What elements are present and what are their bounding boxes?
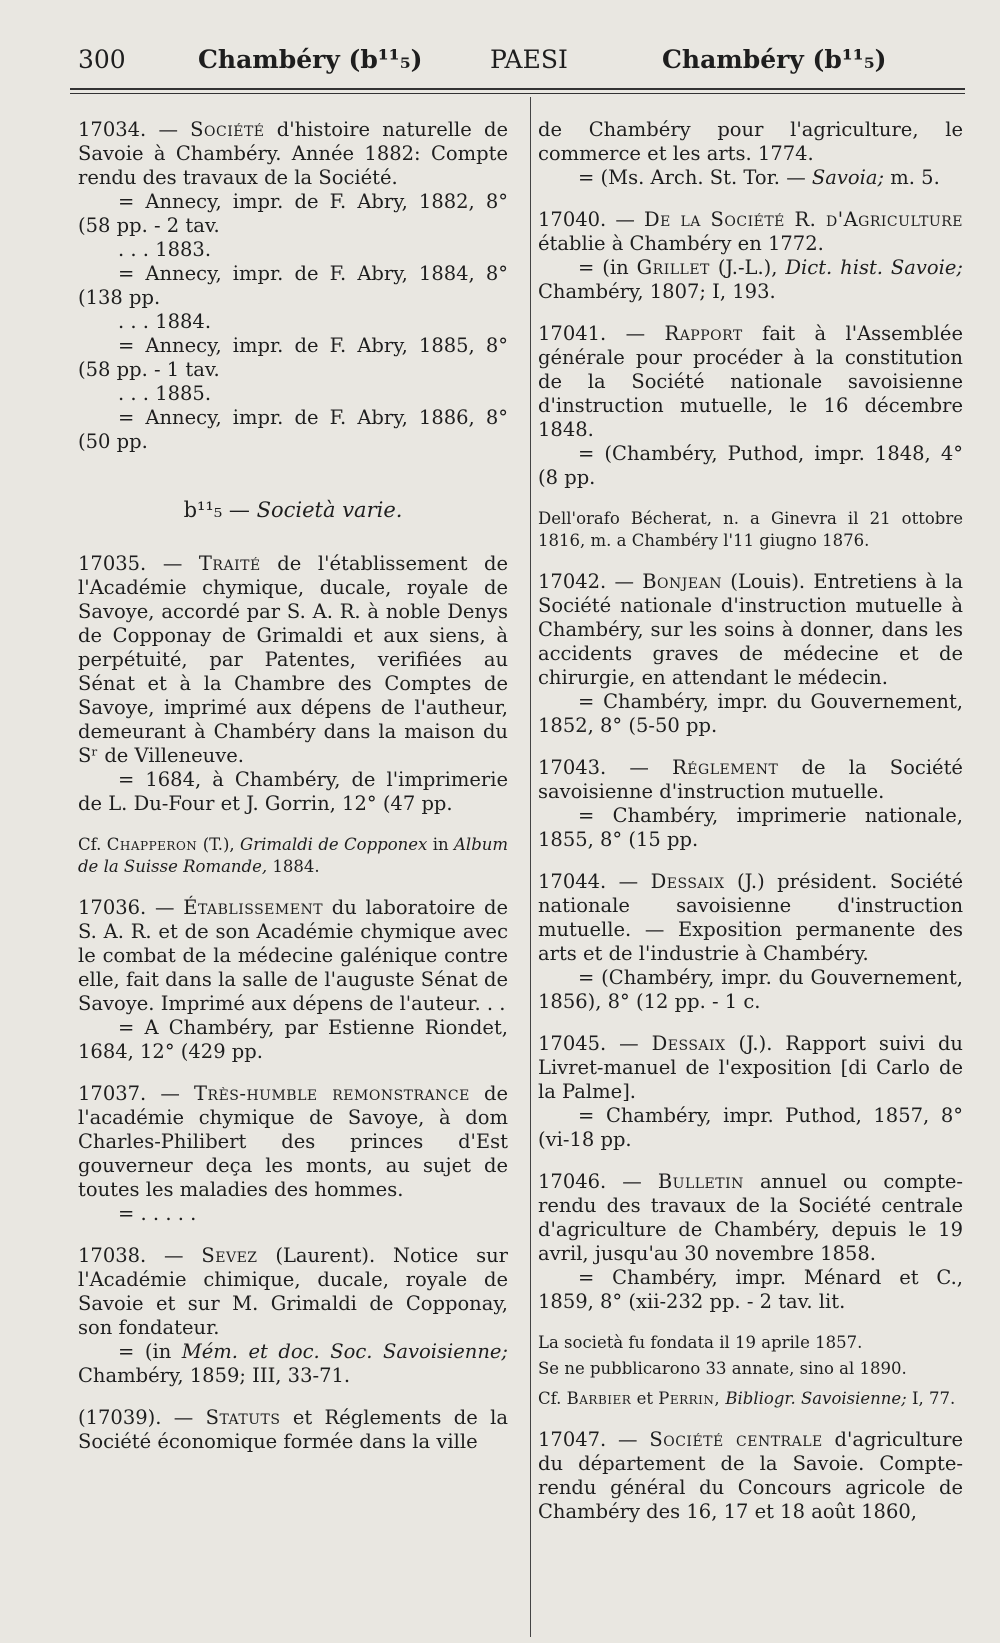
entry-heading: Établissement	[183, 896, 324, 919]
entry-text: de la Société savoisienne d'instruction mutuelle.	[538, 756, 963, 803]
imprint-text: = (in	[578, 256, 629, 279]
entry-text: (Louis). Entretiens à la Société nationale d'instruction mutuelle à Chambéry, sur les soins à donner, dans les accidents graves de médecine et de chirurgie, en attendant le médecin.	[538, 570, 963, 689]
entry-number: 17035. —	[78, 552, 183, 575]
right-column	[538, 118, 963, 1542]
entry-heading: Traité	[198, 552, 261, 575]
entry-text: d'histoire naturelle de Savoie à Chambéry. Année 1882: Compte rendu des travaux de la Société.	[78, 118, 508, 189]
running-title-right: Chambéry (b¹¹₅)	[662, 45, 887, 74]
volume-year: . . . 1883.	[118, 238, 212, 261]
entry-number: 17042. —	[538, 570, 634, 593]
note-author: Perrin,	[658, 1389, 721, 1408]
imprint: = Chambéry, impr. du Gouvernement, 1852, 8° (5-50 pp.	[538, 690, 963, 737]
note-text: in	[432, 835, 449, 854]
entry-heading: Réglement	[672, 756, 779, 779]
entry-17038	[78, 1244, 508, 1388]
bibliographic-note	[78, 834, 508, 878]
section-code: b¹¹₅ —	[183, 498, 250, 522]
section-title: Società varie.	[256, 498, 403, 522]
imprint: = 1684, à Chambéry, de l'imprimerie de L. Du-Four et J. Gorrin, 12° (47 pp.	[78, 768, 508, 815]
entry-number: 17046. —	[538, 1170, 642, 1193]
imprint: = Annecy, impr. de F. Abry, 1885, 8° (58 pp. - 1 tav.	[78, 334, 508, 381]
imprint: = Annecy, impr. de F. Abry, 1882, 8° (58 pp. - 2 tav.	[78, 190, 508, 237]
entry-number: (17039). —	[78, 1406, 194, 1429]
entry-17037	[78, 1082, 508, 1226]
entry-heading: Dessaix	[650, 870, 725, 893]
entry-heading: De la Société R. d'Agriculture	[644, 208, 963, 231]
bibliographic-note: La società fu fondata il 19 aprile 1857.	[538, 1333, 863, 1352]
note-text: et	[636, 1389, 653, 1408]
imprint	[538, 256, 963, 304]
imprint-title: Dict. hist. Savoie;	[785, 256, 963, 279]
imprint	[538, 166, 963, 190]
entry-number: 17034. —	[78, 118, 178, 141]
entry-17035	[78, 552, 508, 816]
imprint-text: = (Ms. Arch. St. Tor. —	[578, 166, 806, 189]
imprint-text: Chambéry, 1859; III, 33-71.	[78, 1364, 351, 1387]
entry-heading: Bonjean	[642, 570, 722, 593]
imprint: = . . . . .	[118, 1202, 197, 1225]
imprint	[78, 1340, 508, 1388]
note-author: Chapperon	[106, 835, 198, 854]
entry-17036	[78, 896, 508, 1064]
entry-text: de l'académie chymique de Savoye, à dom Charles-Philibert des princes d'Est gouverneur deça les monts, au sujet de toutes les maladies des hommes.	[78, 1082, 508, 1201]
entry-number: 17047. —	[538, 1428, 638, 1451]
entry-heading: Dessaix	[651, 1032, 726, 1055]
note-text: (T.),	[202, 835, 235, 854]
imprint: = Chambéry, impr. Ménard et C., 1859, 8° (xii-232 pp. - 2 tav. lit.	[538, 1266, 963, 1313]
entry-number: 17036. —	[78, 896, 175, 919]
imprint: = (Chambéry, Puthod, impr. 1848, 4° (8 pp.	[538, 442, 963, 489]
entry-text: et Réglements de la Société économique formée dans la ville	[78, 1406, 508, 1453]
entry-17040	[538, 208, 963, 304]
entry-heading: Sevez	[201, 1244, 258, 1267]
entry-heading: Très-humble remonstrance	[194, 1082, 470, 1105]
entry-number: 17040. —	[538, 208, 635, 231]
entry-number: 17041. —	[538, 322, 646, 345]
imprint: = Chambéry, imprimerie nationale, 1855, 8° (15 pp.	[538, 804, 963, 851]
note-title: Grimaldi de Copponex	[240, 835, 428, 854]
entry-number: 17044. —	[538, 870, 639, 893]
entry-text: de Chambéry pour l'agriculture, le commerce et les arts. 1774.	[538, 118, 963, 165]
entry-17041	[538, 322, 963, 490]
entry-text: établie à Chambéry en 1772.	[538, 232, 824, 255]
running-title-left: Chambéry (b¹¹₅)	[198, 45, 423, 74]
running-title-center: PAESI	[490, 45, 568, 74]
imprint: = Annecy, impr. de F. Abry, 1884, 8° (138 pp.	[78, 262, 508, 309]
entry-text: (J.). Rapport suivi du Livret-manuel de l'exposition [di Carlo de la Palme].	[538, 1032, 963, 1103]
note-text: Cf.	[78, 835, 102, 854]
header-rule-thin	[70, 93, 965, 94]
entry-17039	[78, 1406, 508, 1454]
note-text: 1884.	[272, 857, 320, 876]
entry-heading: Rapport	[664, 322, 743, 345]
imprint-text: (J.-L.),	[717, 256, 778, 279]
entry-heading: Statuts	[205, 1406, 281, 1429]
entry-number: 17038. —	[78, 1244, 184, 1267]
page-number: 300	[78, 45, 126, 74]
note-text: I, 77.	[912, 1389, 956, 1408]
entry-heading: Bulletin	[657, 1170, 744, 1193]
entry-17046	[538, 1170, 963, 1314]
entry-number: 17043. —	[538, 756, 649, 779]
imprint: = (Chambéry, impr. du Gouvernement, 1856), 8° (12 pp. - 1 c.	[538, 966, 963, 1013]
entry-text: (J.) président. Société nationale savoisienne d'instruction mutuelle. — Exposition permanente des arts et de l'industrie à Chambéry.	[538, 870, 963, 965]
imprint-source: Savoia;	[811, 166, 885, 189]
imprint: = Chambéry, impr. Puthod, 1857, 8° (vi-18 pp.	[538, 1104, 963, 1151]
column-divider	[530, 97, 531, 1637]
volume-year: . . . 1885.	[118, 382, 212, 405]
entry-17034	[78, 118, 508, 454]
note-title: Bibliogr. Savoisienne;	[725, 1389, 907, 1408]
note-text: Cf.	[538, 1389, 562, 1408]
header-rule	[70, 88, 965, 90]
note-author: Barbier	[566, 1389, 632, 1408]
imprint: = Annecy, impr. de F. Abry, 1886, 8° (50 pp.	[78, 406, 508, 453]
entry-17045	[538, 1032, 963, 1152]
entry-text: fait à l'Assemblée générale pour procéder à la constitution de la Société nationale savoisienne d'instruction mutuelle, le 16 décembre 1848.	[538, 322, 963, 441]
entry-text: (Laurent). Notice sur l'Académie chimique, ducale, royale de Savoie et sur M. Grimaldi de Copponay, son fondateur.	[78, 1244, 509, 1339]
entry-text: annuel ou compte-rendu des travaux de la Société centrale d'agriculture de Chambéry, depuis le 19 avril, jusqu'au 30 novembre 1858.	[538, 1170, 963, 1265]
entry-17042	[538, 570, 963, 738]
imprint-journal: Mém. et doc. Soc. Savoisienne;	[181, 1340, 508, 1363]
imprint-text: Chambéry, 1807; I, 193.	[538, 280, 776, 303]
imprint-text: = (in	[118, 1340, 172, 1363]
entry-17044	[538, 870, 963, 1014]
entry-number: 17037. —	[78, 1082, 180, 1105]
entry-text: d'agriculture du département de la Savoie. Compte-rendu général du Concours agricole de Chambéry des 16, 17 et 18 août 1860,	[538, 1428, 964, 1523]
bibliographic-note: Se ne pubblicarono 33 annate, sino al 1890.	[538, 1359, 907, 1378]
bibliographic-note: Dell'orafo Bécherat, n. a Ginevra il 21 ottobre 1816, m. a Chambéry l'11 giugno 1876.	[538, 509, 963, 550]
note-title: Album de la Suisse Romande,	[78, 835, 509, 876]
imprint-text: m. 5.	[890, 166, 940, 189]
entry-17047	[538, 1428, 963, 1524]
entry-heading: Société centrale	[649, 1428, 823, 1451]
entry-17039-continued	[538, 118, 963, 190]
volume-year: . . . 1884.	[118, 310, 212, 333]
bibliographic-note	[538, 1388, 963, 1410]
imprint-author: Grillet	[636, 256, 710, 279]
entry-17043	[538, 756, 963, 852]
section-heading	[78, 498, 508, 522]
entry-text: de l'établissement de l'Académie chymique, ducale, royale de Savoye, accordé par S. A. R. à noble Denys de Copponay de Grimaldi et aux siens, à perpétuité, par Patentes, verifiées au Sénat et à la Chambre des Comptes de Savoye, imprimé aux dépens de l'autheur, demeurant à Chambéry dans la maison du Sʳ de Villeneuve.	[78, 552, 509, 767]
left-column	[78, 118, 508, 1472]
imprint: = A Chambéry, par Estienne Riondet, 1684, 12° (429 pp.	[78, 1016, 508, 1063]
entry-number: 17045. —	[538, 1032, 639, 1055]
entry-heading: Société	[190, 118, 265, 141]
entry-text: du laboratoire de S. A. R. et de son Académie chymique avec le combat de la médecine galénique contre elle, fait dans la salle de l'auguste Sénat de Savoye. Imprimé aux dépens de l'auteur. . .	[78, 896, 509, 1015]
